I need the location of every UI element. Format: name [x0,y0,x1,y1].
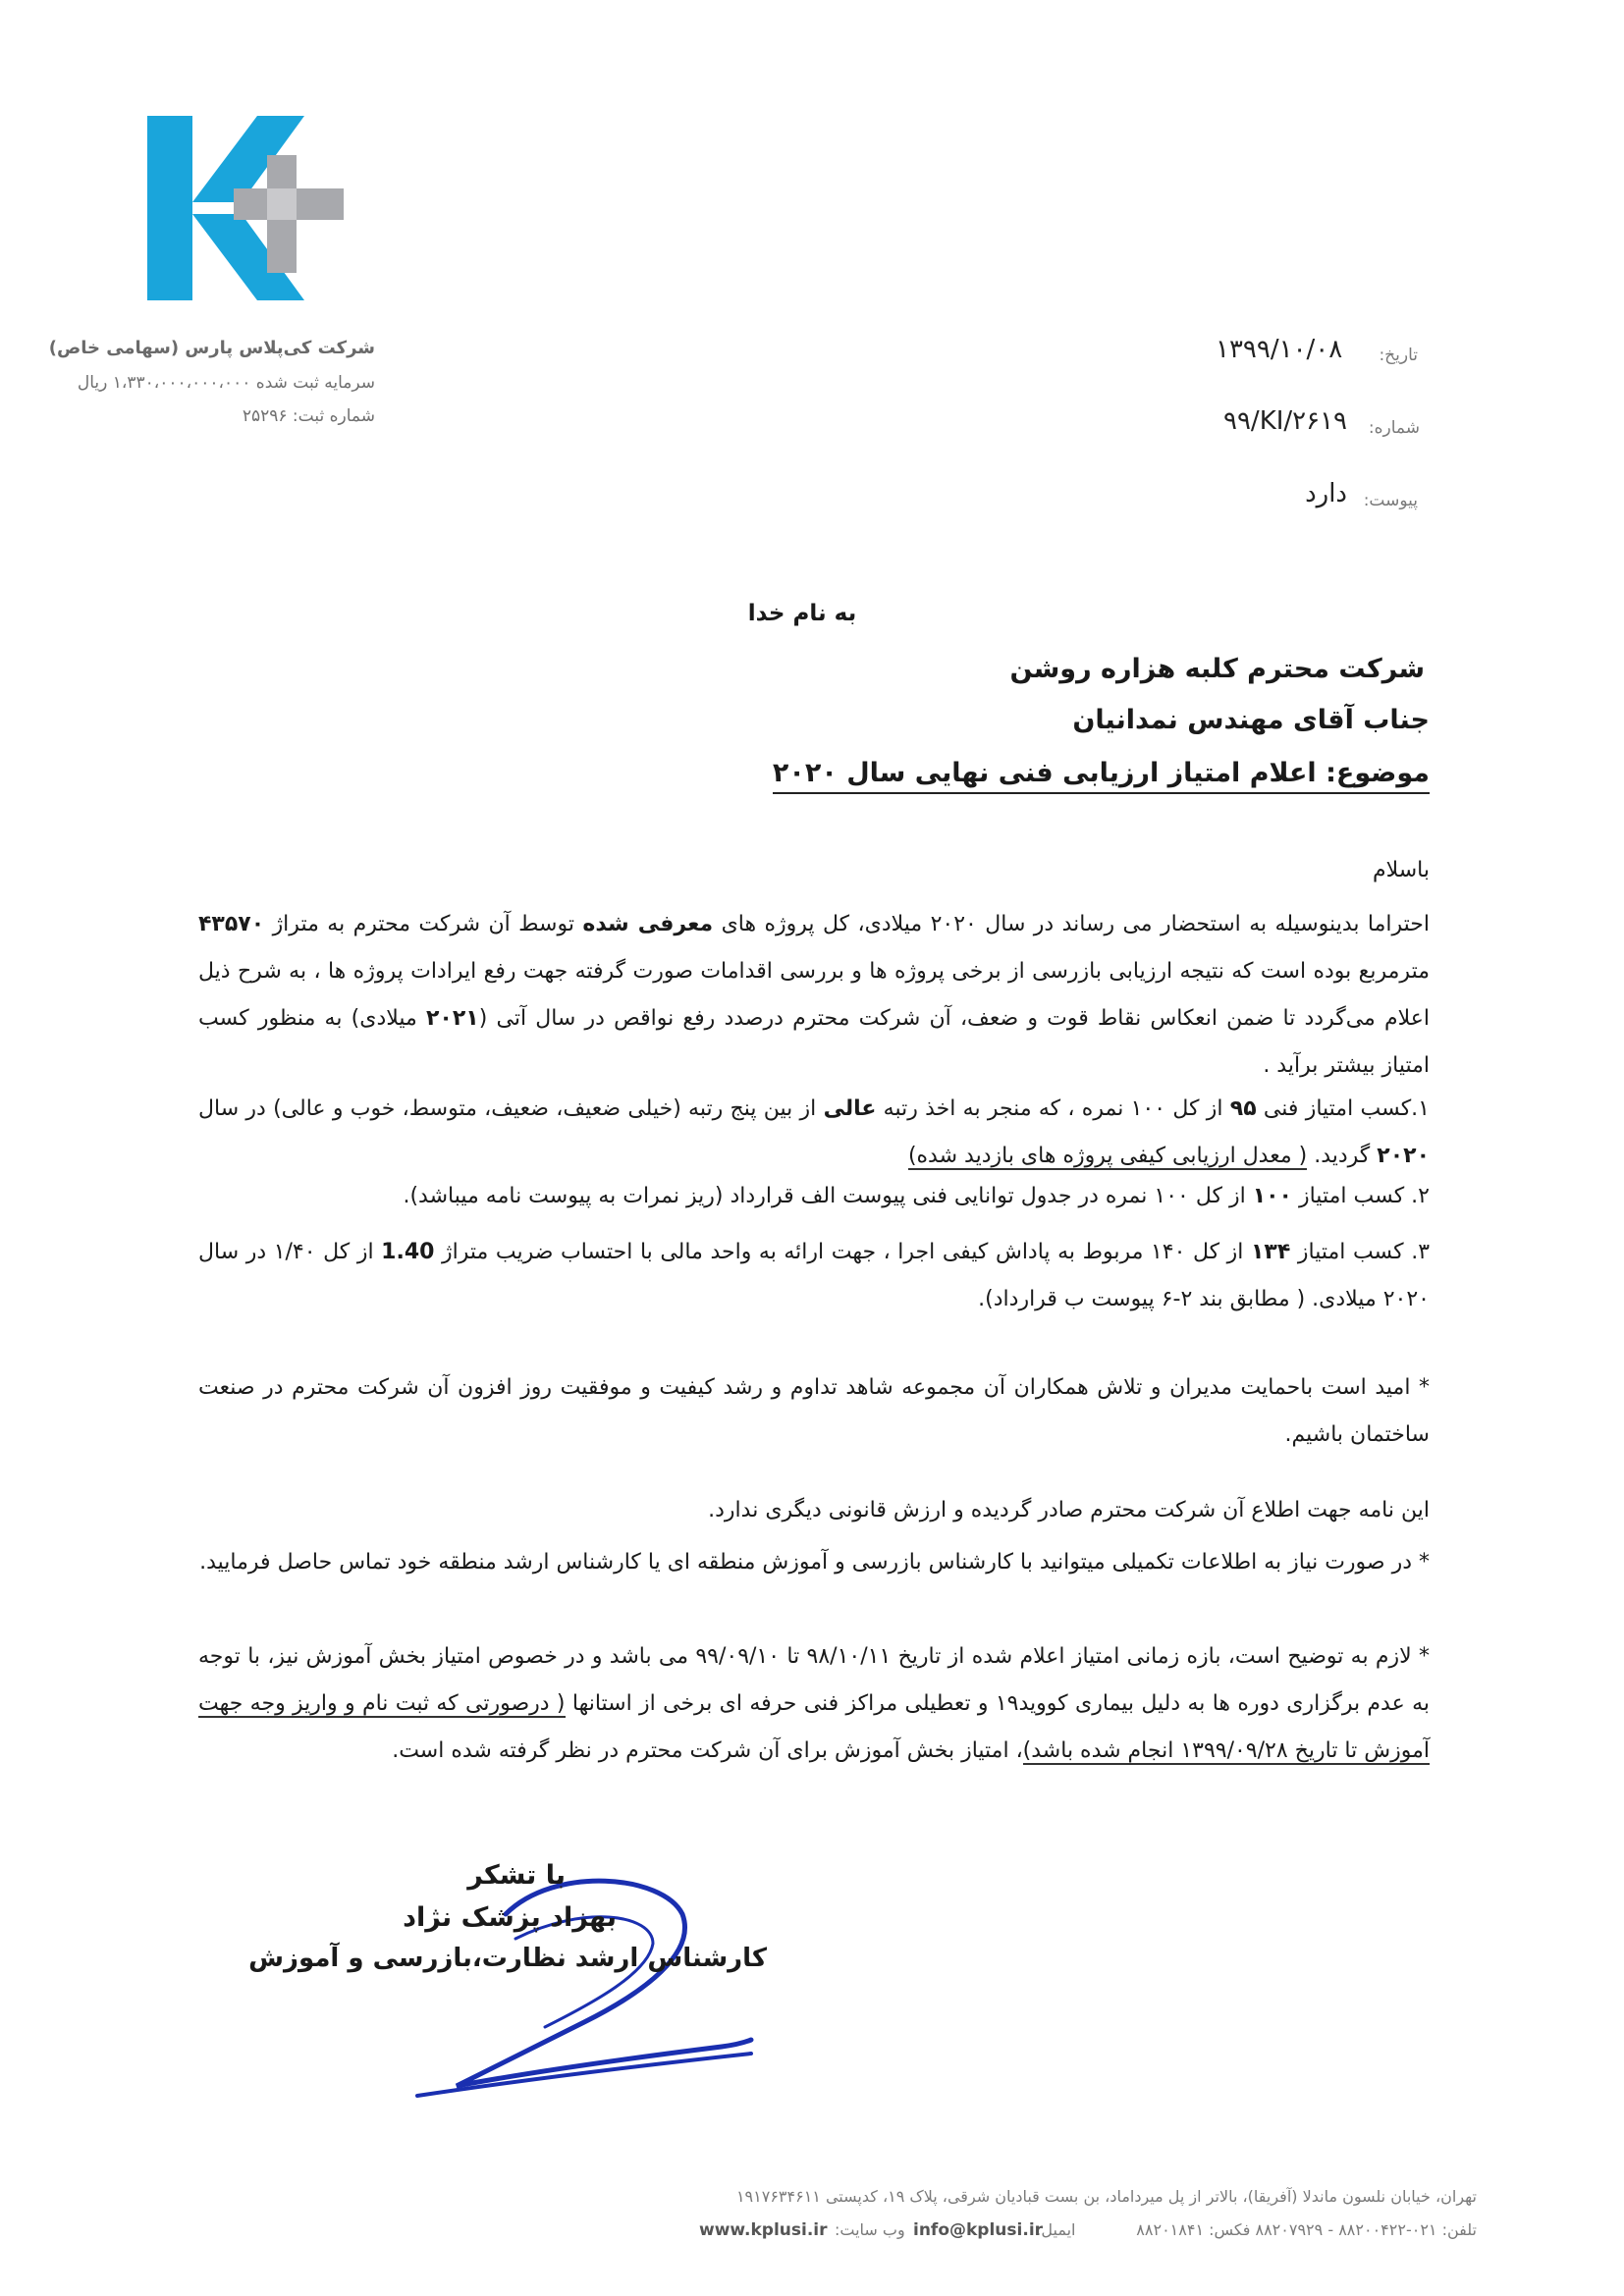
period-note [198,1633,1430,1775]
attachment-label: پیوست: [1363,491,1418,510]
item-3 [198,1229,1430,1323]
note-text-c: ، امتیاز بخش آموزش برای آن شرکت محترم در نظر گرفته شده است. [392,1738,1023,1763]
footer-address: تهران، خیابان نلسون ماندلا (آفریقا)، بالاتر از پل میرداماد، بن بست قبادیان شرقی، پلاک ۱۹، کدپستی ۱۹۱۷۶۳۴۶۱۱ [735,2187,1477,2206]
subject-line: موضوع: اعلام امتیاز ارزیابی فنی نهایی سال ۲۰۲۰ [773,758,1430,794]
item3-text-c: از کل ۱۴۰ مربوط به پاداش کیفی اجرا ، جهت ارائه به واحد مالی با احتساب ضریب متراژ [442,1240,1244,1264]
hope-paragraph: * امید است باحمایت مدیران و تلاش همکاران آن مجموعه شاهد تداوم و رشد کیفیت و موفقیت روز افزون آن شرکت محترم در صنعت ساختمان باشیم. [198,1375,1430,1447]
item1-score: ۹۵ [1229,1096,1257,1121]
item1-year: ۲۰۲۰ [1377,1144,1430,1168]
note-underlined: ( درصورتی که ثبت نام و واریز وجه جهت آموزش تا تاریخ ۱۳۹۹/۰۹/۲۸ انجام شده باشد) [198,1691,1430,1763]
intro-text-g: میلادی) به منظور کسب امتیاز بیشتر برآید . [198,1006,1430,1078]
contact-note: * در صورت نیاز به اطلاعات تکمیلی میتوانید با کارشناس بازرسی و آموزش منطقه ای یا کارشناس ارشد منطقه خود تماس حاصل فرمایید. [199,1550,1430,1575]
footer-phone: تلفن: ۰۲۱-۸۸۲۰۰۴۲۲ - ۸۸۲۰۷۹۲۹ فکس: ۸۸۲۰۱۸۴۱ [1136,2220,1477,2239]
signature-closing: با تشکر [467,1860,566,1891]
item3-score: ۱۳۴ [1251,1240,1291,1264]
item1-text-c: از کل ۱۰۰ نمره ، که منجر به اخذ رتبه [883,1096,1223,1121]
greeting: باسلام [1372,858,1430,882]
item3-text-e: از کل ۱/۴۰ در سال ۲۰۲۰ میلادی. ( مطابق بند ۲-۶ پیوست ب قرارداد). [198,1240,1430,1311]
footer-email-label: ایمیل: [1036,2220,1076,2239]
bismillah: به نام خدا [747,601,857,626]
footer-website-link[interactable]: www.kplusi.ir [699,2220,828,2240]
recipient-company: شرکت محترم کلبه هزاره روشن [1009,654,1425,684]
item2-text-a: ۲. کسب امتیاز [1298,1184,1430,1208]
company-name: شرکت کی‌پلاس پارس (سهامی خاص) [48,338,375,358]
item2-score: ۱۰۰ [1252,1184,1292,1208]
note-text-a: * لازم به توضیح است، بازه زمانی امتیاز اعلام شده از تاریخ ۹۸/۱۰/۱۱ تا ۹۹/۰۹/۱۰ می باشد و در خصوص امتیاز بخش آموزش نیز، با توجه به عدم برگزاری دوره ها به دلیل بیماری کووید۱۹ و تعطیلی مراکز فنی حرفه ای برخی از استانها [198,1644,1430,1716]
date-label: تاریخ: [1379,346,1418,365]
intro-paragraph [198,901,1430,1090]
item-1 [198,1086,1430,1180]
item1-text-e: از بین پنج رتبه (خیلی ضعیف، ضعیف، متوسط، خوب و عالی) در سال [198,1096,817,1121]
signature-name: بهزاد پزشک نژاد [403,1902,617,1933]
kplus-logo-icon [147,116,359,300]
letter-note: این نامه جهت اطلاع آن شرکت محترم صادر گردیده و ارزش قانونی دیگری ندارد. [708,1498,1430,1522]
item1-text-g: گردید. [1314,1144,1371,1168]
item-2 [198,1184,1430,1209]
number-value: ۹۹/KI/۲۶۱۹ [1223,406,1348,436]
company-capital: سرمایه ثبت شده ۱،۳۳۰،۰۰۰،۰۰۰،۰۰۰ ریال [77,373,375,393]
item1-rank: عالی [823,1096,877,1121]
intro-bold-introduced: معرفی شده [582,912,714,936]
intro-bold-area: ۴۳۵۷۰ [198,912,265,936]
signature-title: کارشناس ارشد نظارت،بازرسی و آموزش [248,1944,767,1973]
attachment-value: دارد [1305,479,1347,508]
number-label: شماره: [1368,418,1420,438]
intro-text-c: توسط آن شرکت محترم به متراژ [272,912,574,936]
intro-bold-year: ۲۰۲۱ [426,1006,479,1031]
company-registration: شماره ثبت: ۲۵۲۹۶ [242,406,375,426]
item3-text-a: ۳. کسب امتیاز [1297,1240,1431,1264]
footer-web-label: وب سایت: [835,2220,905,2239]
recipient-person: جناب آقای مهندس نمدانیان [1072,705,1430,735]
footer-email-link[interactable]: info@kplusi.ir [913,2220,1044,2240]
intro-text-e: مترمربع بوده است که نتیجه ارزیابی بازرسی از برخی پروژه ها و بررسی اقدامات صورت گرفته جهت رفع ایرادات پروژه ها ، به شرح ذیل اعلام می‌گردد تا ضمن انعکاس نقاط قوت و ضعف، آن شرکت محترم درصدد رفع نواقص در سال آتی ( [198,959,1430,1031]
intro-text-a: احتراما بدینوسیله به استحضار می رساند در سال ۲۰۲۰ میلادی، کل پروژه های [721,912,1430,936]
handwritten-signature [398,1845,761,2101]
item3-coefficient: 1.40 [381,1240,435,1264]
item1-text-a: ۱.کسب امتیاز فنی [1263,1096,1430,1121]
item1-note: ( معدل ارزیابی کیفی پروژه های بازدید شده) [907,1144,1308,1168]
date-value: ۱۳۹۹/۱۰/۰۸ [1216,335,1343,364]
item2-text-c: از کل ۱۰۰ نمره در جدول توانایی فنی پیوست الف قرارداد (ریز نمرات به پیوست نامه میباشد). [403,1184,1246,1208]
